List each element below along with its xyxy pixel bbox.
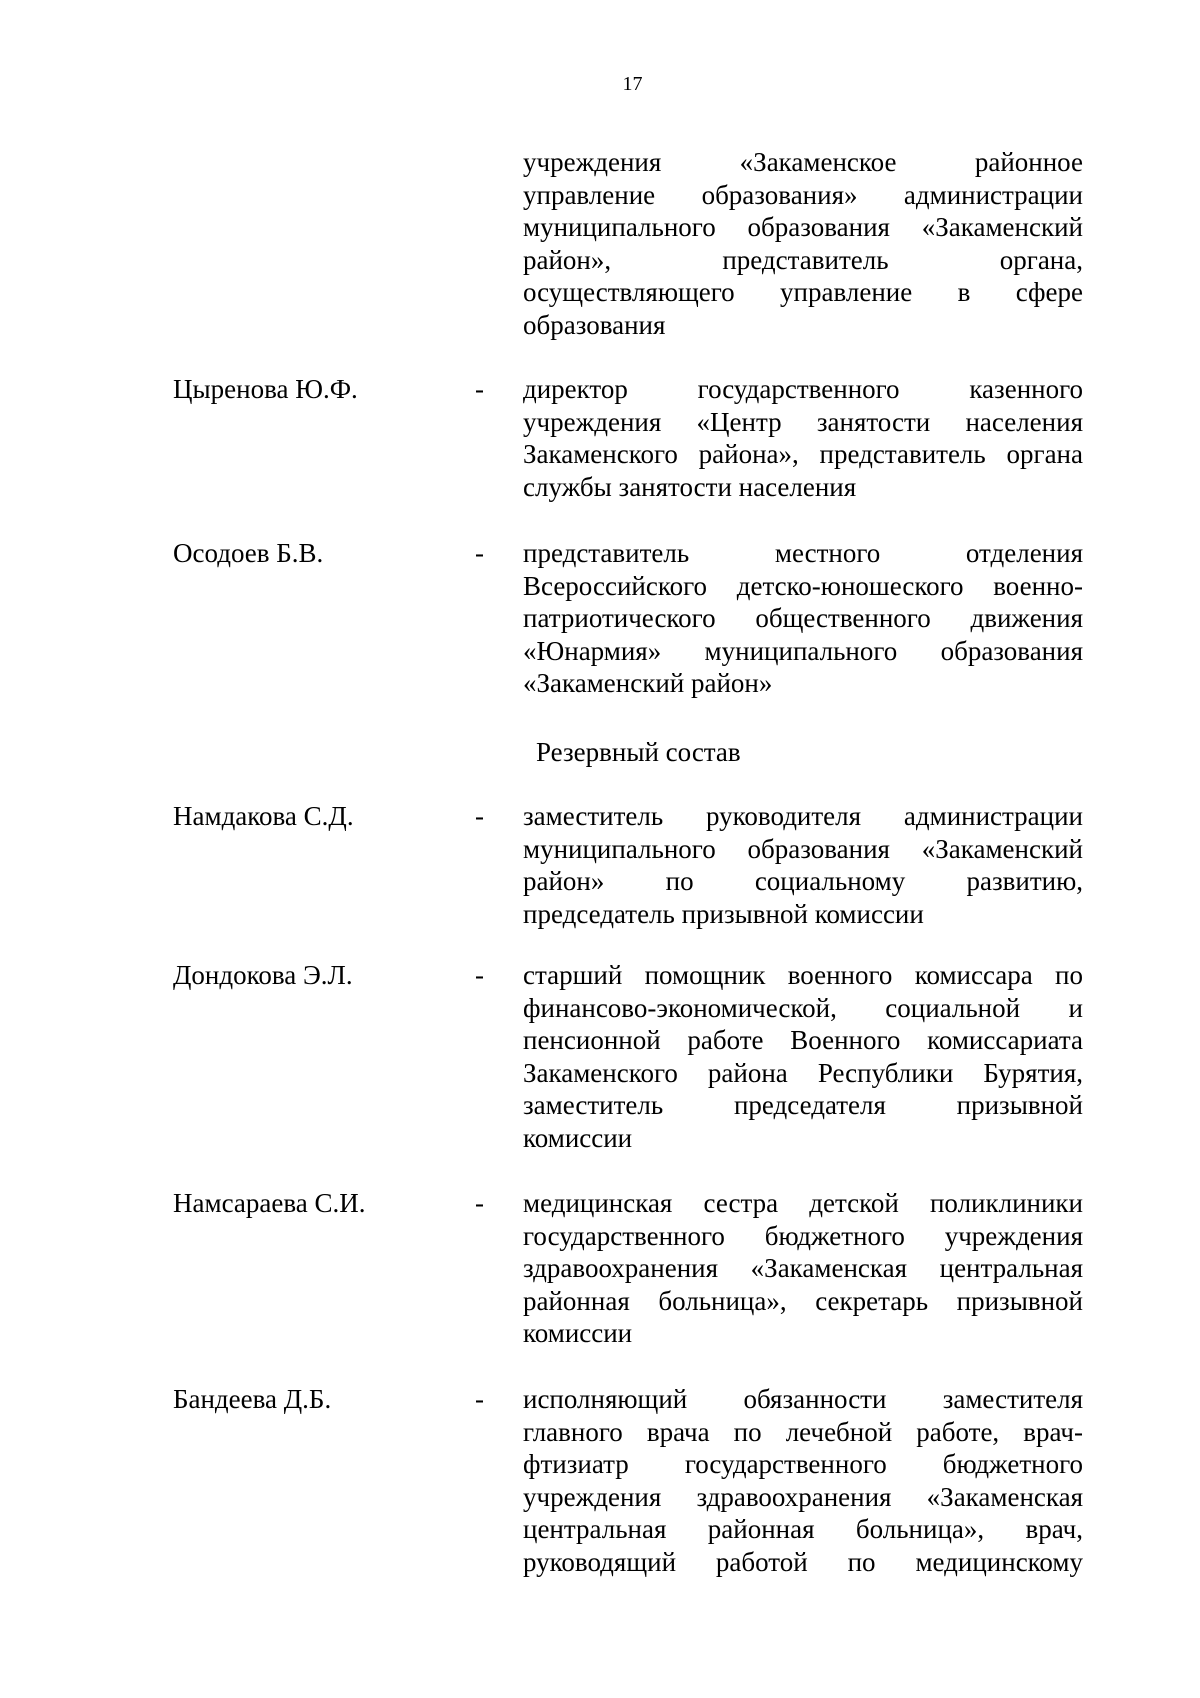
description-line: районная больница», секретарь призывной: [523, 1285, 1083, 1316]
member-name: Дондокова Э.Л.: [173, 960, 353, 990]
description-line: заместитель руководителя администрации: [523, 801, 1083, 831]
member-name: Бандеева Д.Б.: [173, 1384, 332, 1414]
description-line: медицинская сестра детской поликлиники: [523, 1188, 1083, 1218]
description-line: учреждения «Центр занятости населения: [523, 406, 1083, 437]
description-line: службы занятости населения: [523, 471, 857, 502]
description-line: финансово-экономической, социальной и: [523, 992, 1083, 1023]
description-line: «Юнармия» муниципального образования: [523, 635, 1083, 666]
reserve-section-title: Резервный состав: [536, 737, 741, 767]
description-line: район» по социальному развитию,: [523, 866, 1083, 897]
member-dash: -: [475, 801, 484, 831]
description-line: председатель призывной комиссии: [523, 898, 924, 929]
description-line: представитель местного отделения: [523, 538, 1083, 568]
member-description: [523, 959, 1083, 1155]
description-line: комиссии: [523, 1318, 633, 1349]
member-dash: -: [475, 1384, 484, 1414]
description-line: руководящий работой по медицинскому: [523, 1546, 1083, 1577]
member-dash: -: [475, 374, 484, 404]
description-line: директор государственного казенного: [523, 374, 1083, 404]
description-line: управление образования» администрации: [523, 179, 1083, 210]
description-line: фтизиатр государственного бюджетного: [523, 1449, 1083, 1480]
description-line: Закаменского района Республики Бурятия,: [523, 1057, 1083, 1088]
description-line: патриотического общественного движения: [523, 603, 1083, 634]
description-line: район», представитель органа,: [523, 244, 1083, 275]
description-line: учреждения «Закаменское районное: [523, 147, 1083, 177]
member-description: [523, 373, 1083, 503]
member-dash: -: [475, 960, 484, 990]
description-line: учреждения здравоохранения «Закаменская: [523, 1481, 1083, 1512]
member-name: Осодоев Б.В.: [173, 538, 324, 568]
member-name: Намдакова С.Д.: [173, 801, 354, 831]
description-line: «Закаменский район»: [523, 668, 773, 699]
member-description: [523, 800, 1083, 930]
description-line: заместитель председателя призывной: [523, 1090, 1083, 1121]
description-line: центральная районная больница», врач,: [523, 1514, 1083, 1545]
member-description: [523, 1187, 1083, 1350]
member-dash: -: [475, 1188, 484, 1218]
description-line: главного врача по лечебной работе, врач-: [523, 1416, 1083, 1447]
description-line: осуществляющего управление в сфере: [523, 277, 1083, 308]
description-line: Закаменского района», представитель органа: [523, 439, 1083, 470]
member-name: Намсараева С.И.: [173, 1188, 366, 1218]
description-line: старший помощник военного комиссара по: [523, 960, 1083, 990]
member-description: [523, 1383, 1083, 1579]
member-name: Цыренова Ю.Ф.: [173, 374, 358, 404]
description-line: муниципального образования «Закаменский: [523, 833, 1083, 864]
member-description: [523, 146, 1083, 342]
description-line: образования: [523, 309, 666, 340]
description-line: исполняющий обязанности заместителя: [523, 1384, 1083, 1414]
description-line: здравоохранения «Закаменская центральная: [523, 1253, 1083, 1284]
member-dash: -: [475, 538, 484, 568]
description-line: комиссии: [523, 1122, 633, 1153]
description-line: пенсионной работе Военного комиссариата: [523, 1025, 1083, 1056]
member-description: [523, 537, 1083, 700]
description-line: государственного бюджетного учреждения: [523, 1220, 1083, 1251]
page-number: 17: [622, 73, 643, 95]
description-line: муниципального образования «Закаменский: [523, 212, 1083, 243]
description-line: Всероссийского детско-юношеского военно-: [523, 570, 1083, 601]
